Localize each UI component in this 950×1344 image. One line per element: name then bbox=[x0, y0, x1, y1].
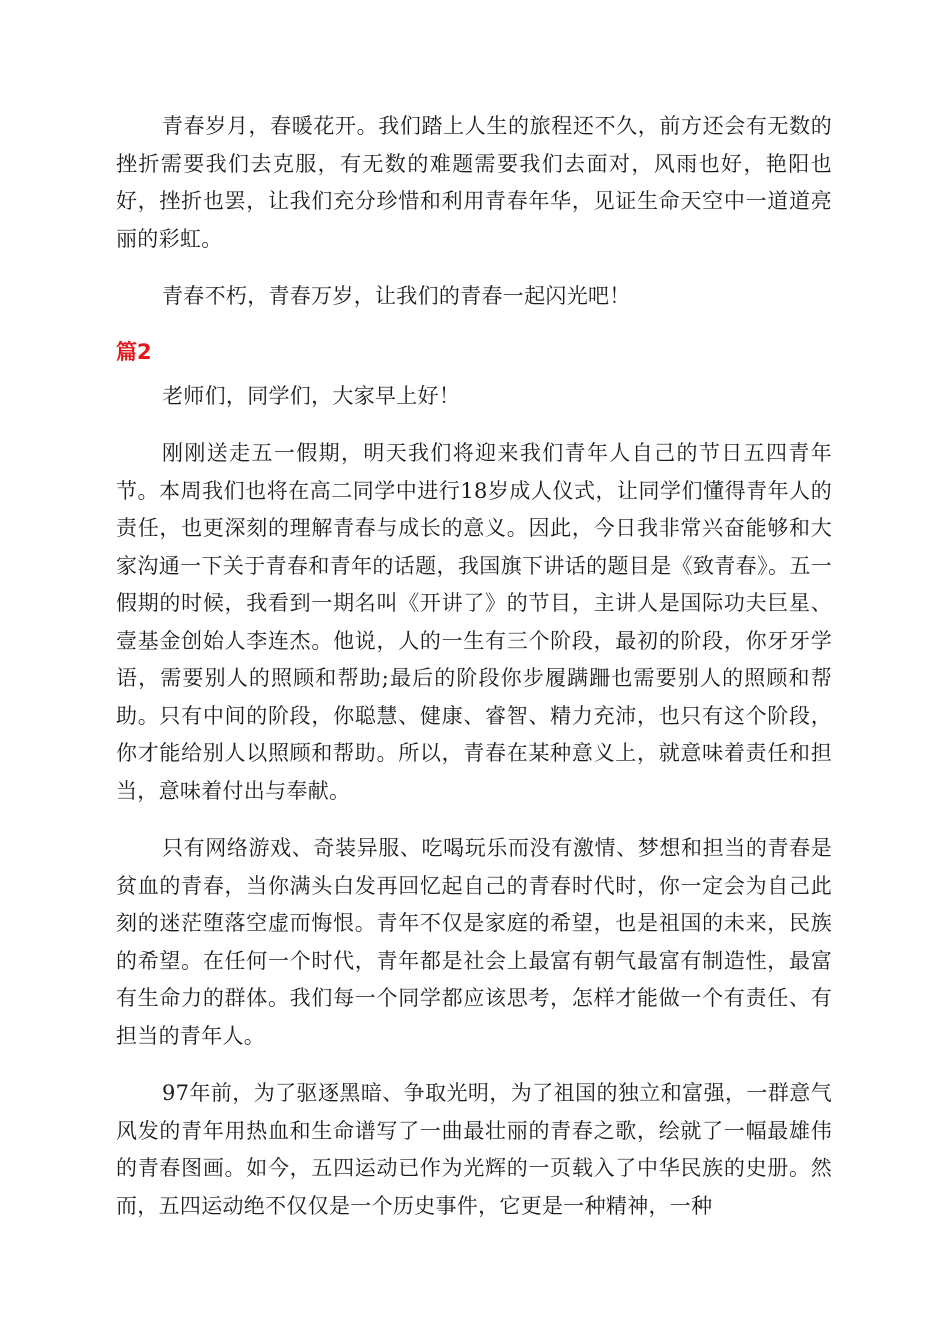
paragraph-greeting: 老师们，同学们，大家早上好！ bbox=[162, 383, 461, 408]
paragraph-youth-responsibility: 只有网络游戏、奇装异服、吃喝玩乐而没有激情、梦想和担当的青春是贫血的青春，当你满头白发再回忆起自己的青春时代时，你一定会为自己此刻的迷茫堕落空虚而悔恨。青年不仅是家庭的希望，也是祖国的未来，民族的希望。在任何一个时代，青年都是社会上最富有朝气最富有制造性，最富有生命力的群体。我们每一个同学都应该思考，怎样才能做一个有责任、有担当的青年人。 bbox=[116, 836, 832, 1048]
paragraph-spring-youth: 青春岁月，春暖花开。我们踏上人生的旅程还不久，前方还会有无数的挫折需要我们去克服，有无数的难题需要我们去面对，风雨也好，艳阳也好，挫折也罢，让我们充分珍惜和利用青春年华，见证生命天空中一道道亮丽的彩虹。 bbox=[116, 114, 832, 251]
paragraph-history: 97年前，为了驱逐黑暗、争取光明，为了祖国的独立和富强，一群意气风发的青年用热血和生命谱写了一曲最壮丽的青春之歌，绘就了一幅最雄伟的青春图画。如今，五四运动已作为光辉的一页载入了中华民族的史册。然而，五四运动绝不仅仅是一个历史事件，它更是一种精神，一种 bbox=[116, 1081, 832, 1218]
paragraph-may-fourth-intro: 刚刚送走五一假期，明天我们将迎来我们青年人自己的节日五四青年节。本周我们也将在高二同学中进行18岁成人仪式，让同学们懂得青年人的责任，也更深刻的理解青春与成长的意义。因此，今日我非常兴奋能够和大家沟通一下关于青春和青年的话题，我国旗下讲话的题目是《致青春》。五一假期的时候，我看到一期名叫《开讲了》的节目，主讲人是国际功夫巨星、壹基金创始人李连杰。他说，人的一生有三个阶段，最初的阶段，你牙牙学语，需要别人的照顾和帮助;最后的阶段你步履蹒跚也需要别人的照顾和帮助。只有中间的阶段，你聪慧、健康、睿智、精力充沛，也只有这个阶段，你才能给别人以照顾和帮助。所以，青春在某种意义上，就意味着责任和担当，意味着付出与奉献。 bbox=[116, 441, 832, 803]
paragraph-youth-forever: 青春不朽，青春万岁，让我们的青春一起闪光吧！ bbox=[162, 284, 631, 308]
section-heading: 篇2 bbox=[116, 339, 152, 364]
document-page bbox=[116, 108, 832, 1245]
